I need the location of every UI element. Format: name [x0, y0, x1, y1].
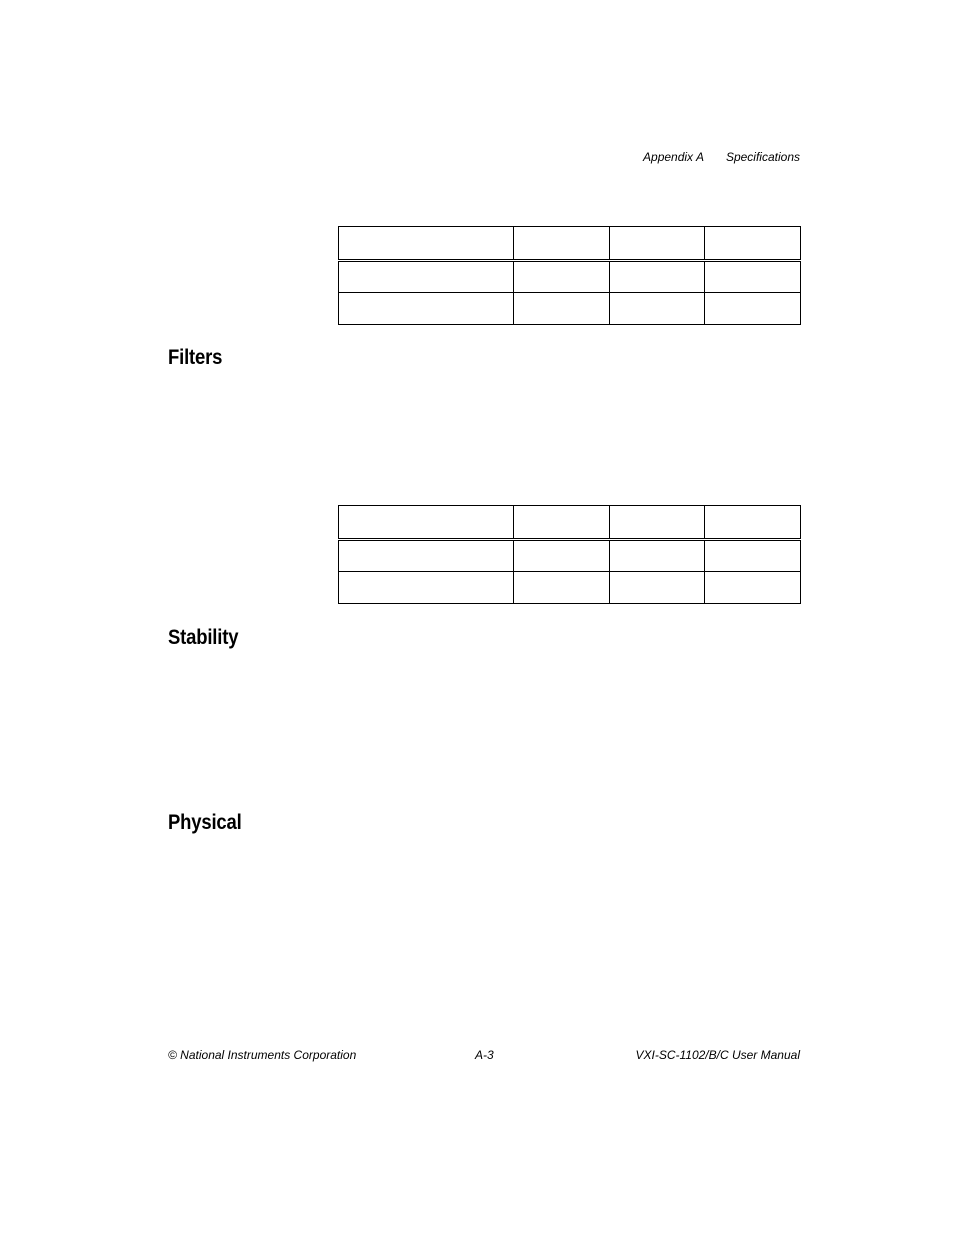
table-row: [339, 293, 801, 325]
section-heading-filters: Filters: [168, 346, 223, 369]
table-cell: [610, 261, 705, 293]
table-cell: [514, 540, 610, 572]
table-cell: [705, 293, 801, 325]
table-cell: [705, 540, 801, 572]
table-cell: [514, 261, 610, 293]
table-cell: [705, 506, 801, 540]
table-cell: [514, 227, 610, 261]
table-cell: [705, 227, 801, 261]
footer-manual-title: VXI-SC-1102/B/C User Manual: [635, 1048, 800, 1062]
table-cell: [514, 293, 610, 325]
table-cell: [610, 540, 705, 572]
table-header-row: [339, 227, 801, 261]
table-cell: [610, 506, 705, 540]
table-cell: [514, 572, 610, 604]
page-number: A-3: [475, 1048, 494, 1062]
spec-table-1: [338, 226, 801, 325]
table-cell: [339, 293, 514, 325]
spec-table-2: [338, 505, 801, 604]
header-chapter: Appendix A: [643, 150, 704, 164]
table-row: [339, 540, 801, 572]
table-cell: [339, 540, 514, 572]
page-footer: [168, 1048, 800, 1064]
table-cell: [339, 506, 514, 540]
table-cell: [514, 506, 610, 540]
table-row: [339, 572, 801, 604]
section-heading-physical: Physical: [168, 811, 242, 834]
header-section: Specifications: [725, 150, 800, 164]
table-row: [339, 261, 801, 293]
table-cell: [610, 572, 705, 604]
table-header-row: [339, 506, 801, 540]
section-heading-stability: Stability: [168, 626, 239, 649]
running-header: [643, 150, 800, 164]
table-cell: [705, 572, 801, 604]
table-cell: [339, 261, 514, 293]
table-cell: [610, 293, 705, 325]
table-cell: [705, 261, 801, 293]
table-cell: [610, 227, 705, 261]
footer-copyright: © National Instruments Corporation: [168, 1048, 357, 1062]
table-cell: [339, 227, 514, 261]
table-cell: [339, 572, 514, 604]
